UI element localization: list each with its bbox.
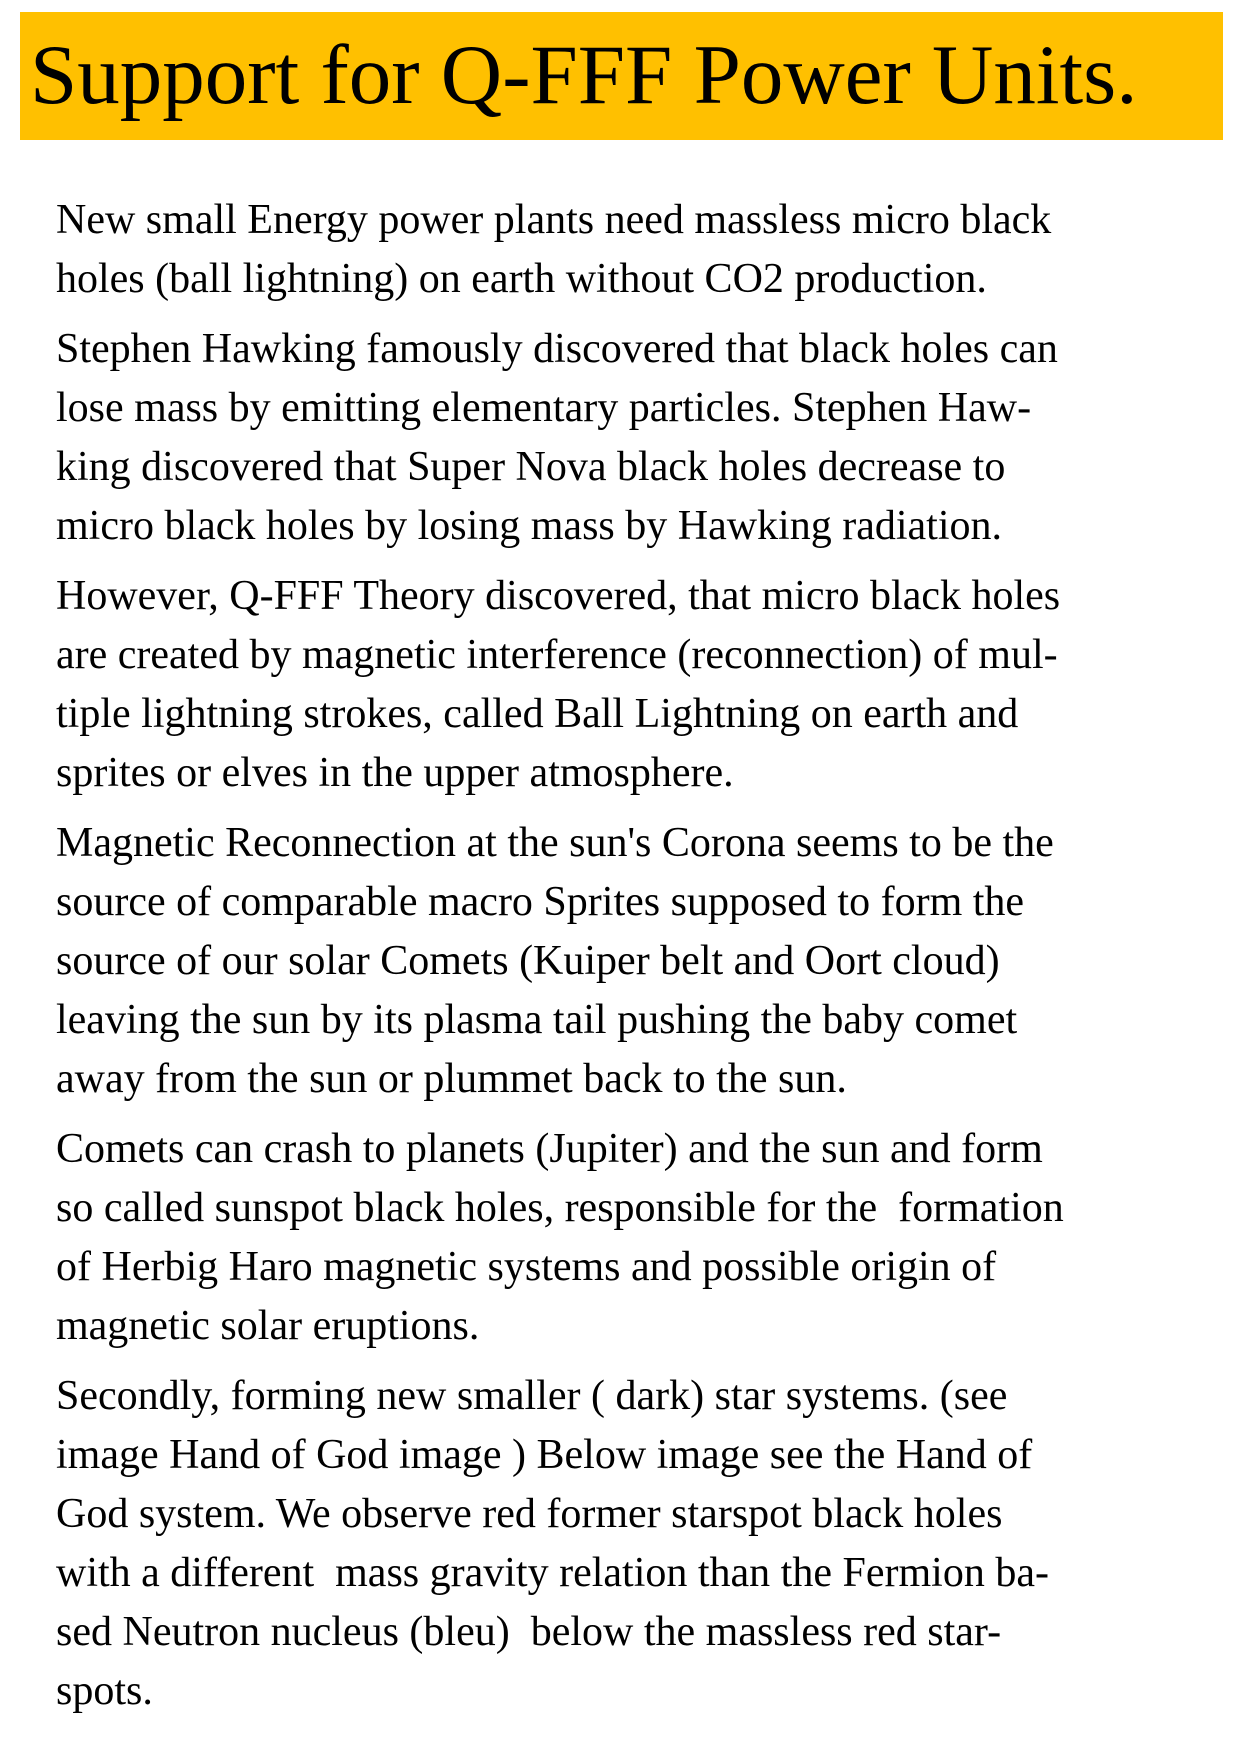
text-line: However, Q-FFF Theory discovered, that micro black holes (56, 573, 1061, 619)
paragraph-star-systems (56, 1367, 1171, 1721)
text-line: micro black holes by losing mass by Hawking radiation. (56, 503, 1003, 549)
text-line: source of comparable macro Sprites supposed to form the (56, 879, 1025, 925)
text-line: Comets can crash to planets (Jupiter) and the sun and form (56, 1126, 1043, 1172)
body-text (56, 191, 1171, 1732)
text-line: so called sunspot black holes, responsible for the formation (56, 1185, 1064, 1231)
text-line: New small Energy power plants need massless micro black (56, 197, 1052, 243)
text-line: away from the sun or plummet back to the sun. (56, 1056, 847, 1102)
text-line: image Hand of God image ) Below image see the Hand of (56, 1432, 1033, 1478)
text-line: source of our solar Comets (Kuiper belt and Oort cloud) (56, 938, 1000, 984)
text-line: sed Neutron nucleus (bleu) below the massless red star- (56, 1609, 1002, 1655)
text-line: sprites or elves in the upper atmosphere. (56, 750, 734, 796)
text-line: tiple lightning strokes, called Ball Lightning on earth and (56, 691, 1019, 737)
text-line: with a different mass gravity relation than the Fermion ba- (56, 1550, 1049, 1596)
text-line: lose mass by emitting elementary particles. Stephen Haw- (56, 385, 1032, 431)
page-title: Support for Q-FFF Power Units. (30, 28, 1138, 122)
text-line: of Herbig Haro magnetic systems and possible origin of (56, 1244, 997, 1290)
text-line: holes (ball lightning) on earth without CO2 production. (56, 256, 987, 302)
paragraph-magnetic-reconnection (56, 814, 1171, 1109)
paragraph-qfff-theory (56, 567, 1171, 803)
text-line: magnetic solar eruptions. (56, 1303, 480, 1349)
paragraph-comets (56, 1120, 1171, 1356)
text-line: spots. (56, 1668, 153, 1714)
text-line: are created by magnetic interference (reconnection) of mul- (56, 632, 1058, 678)
text-line: God system. We observe red former starspot black holes (56, 1491, 1003, 1537)
text-line: leaving the sun by its plasma tail pushing the baby comet (56, 997, 1018, 1043)
text-line: king discovered that Super Nova black holes decrease to (56, 444, 1006, 490)
text-line: Stephen Hawking famously discovered that black holes can (56, 326, 1058, 372)
title-banner (20, 12, 1223, 140)
paragraph-energy-plants (56, 191, 1171, 309)
paragraph-hawking (56, 320, 1171, 556)
text-line: Secondly, forming new smaller ( dark) star systems. (see (56, 1373, 1008, 1419)
text-line: Magnetic Reconnection at the sun's Corona seems to be the (56, 820, 1054, 866)
